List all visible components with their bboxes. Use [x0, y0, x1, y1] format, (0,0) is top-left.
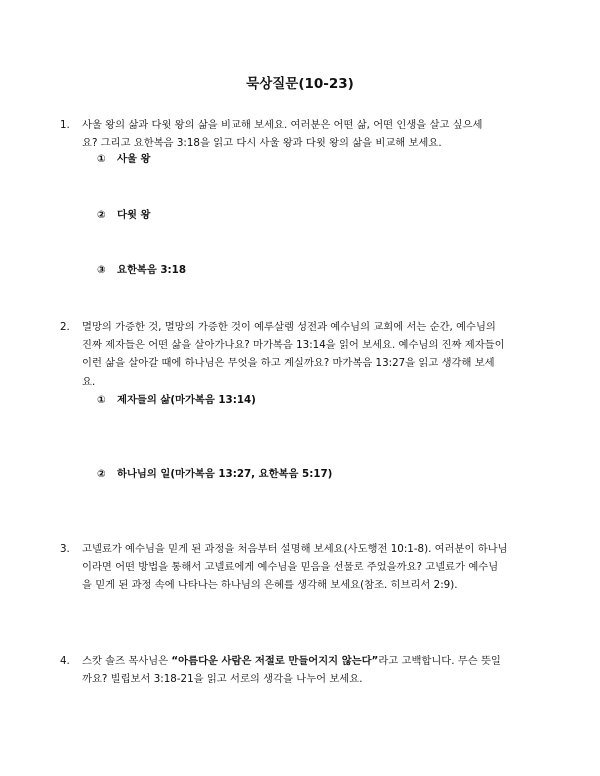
circled-number: ①: [97, 394, 106, 406]
question-text-segment: 스캇 솔즈 목사님은: [82, 655, 172, 667]
circled-number: ②: [97, 468, 106, 480]
question-line: 고넬료가 예수님을 믿게 된 과정을 처음부터 설명해 보세요(사도행전 10:1-8). 여러분이 하나님: [82, 543, 508, 555]
sub-item: [97, 207, 150, 223]
sub-item-label: 하나님의 일(마가복음 13:27, 요한복음 5:17): [117, 468, 333, 480]
sub-item-label: 요한복음 3:18: [117, 264, 186, 276]
question-line: 요.: [82, 375, 96, 388]
page-title: 묵상질문(10-23): [246, 76, 354, 92]
sub-item-label: 다윗 왕: [117, 209, 151, 221]
question-text-segment: 라고 고백합니다. 무슨 뜻일: [378, 655, 501, 667]
question-line: 사울 왕의 삶과 다윗 왕의 삶을 비교해 보세요. 여러분은 어떤 삶, 어떤 인생을 살고 싶으세: [82, 119, 483, 131]
sub-item: [97, 151, 150, 167]
question-line: 을 믿게 된 과정 속에 나타나는 하나님의 은혜를 생각해 보세요(참조. 히브리서 2:9).: [82, 579, 458, 592]
sub-item: [97, 392, 256, 408]
circled-number: ②: [97, 209, 106, 221]
question-number: 2.: [60, 321, 70, 333]
circled-number: ③: [97, 264, 106, 276]
question-line: 요? 그리고 요한복음 3:18을 읽고 다시 사울 왕과 다윗 왕의 삶을 비교해 보세요.: [82, 137, 442, 150]
question-number: 1.: [60, 119, 70, 131]
quoted-phrase: “아름다운 사람은 저절로 만들어지지 않는다”: [171, 655, 379, 667]
question-text: [82, 318, 541, 391]
question-line: 이런 삶을 살아갈 때에 하나님은 무엇을 하고 계실까요? 마가복음 13:27을 읽고 생각해 보세: [82, 357, 495, 370]
question-line: [82, 652, 541, 670]
question-text: [82, 540, 541, 595]
sub-item: [97, 262, 186, 278]
question-line: 이라면 어떤 방법을 통해서 고넬료에게 예수님을 믿음을 선물로 주었을까요? 고넬료가 예수님: [82, 561, 499, 574]
sub-item: [97, 466, 332, 482]
question-text: [82, 652, 541, 688]
question-line: 진짜 제자들은 어떤 삶을 살아가나요? 마가복음 13:14을 읽어 보세요. 예수님의 진짜 제자들이: [82, 339, 505, 352]
question-number: 3.: [60, 543, 70, 555]
question-number: 4.: [60, 655, 70, 667]
question-line: 멸망의 가증한 것, 멸망의 가증한 것이 예루살렘 성전과 예수님의 교회에 서는 순간, 예수님의: [82, 321, 496, 333]
sub-item-label: 사울 왕: [117, 153, 151, 165]
sub-item-label: 제자들의 삶(마가복음 13:14): [117, 394, 256, 406]
question-text: [82, 116, 541, 152]
circled-number: ①: [97, 153, 106, 165]
question-line: 까요? 빌립보서 3:18-21을 읽고 서로의 생각을 나누어 보세요.: [82, 673, 363, 686]
